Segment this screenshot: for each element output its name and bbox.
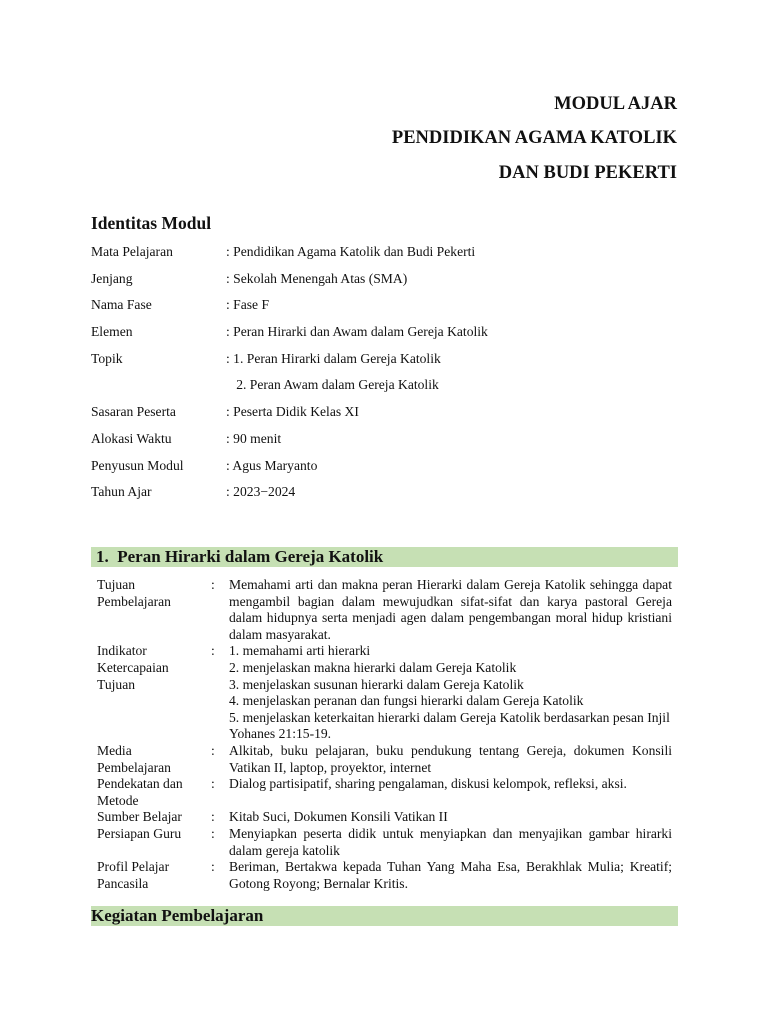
identity-value: : Fase F	[226, 297, 270, 313]
detail-row-sources	[97, 809, 672, 826]
identity-value: : 90 menit	[226, 430, 282, 446]
detail-label: Tujuan Pembelajaran	[97, 577, 171, 609]
detail-label: Persiapan Guru	[97, 825, 182, 841]
identity-row-author	[91, 455, 681, 482]
identity-row-element	[91, 321, 681, 348]
identity-label: Alokasi Waktu	[91, 430, 172, 446]
detail-colon: :	[211, 577, 215, 592]
identity-table	[91, 241, 681, 508]
subject-title-line1: PENDIDIKAN AGAMA KATOLIK	[391, 128, 677, 148]
identity-label: Jenjang	[91, 270, 133, 286]
identity-row-time	[91, 428, 681, 455]
identity-label: Nama Fase	[91, 297, 152, 313]
identity-value: : 1. Peran Hirarki dalam Gereja Katolik	[226, 350, 441, 366]
identity-row-topic	[91, 348, 681, 375]
module-title: MODUL AJAR	[554, 94, 677, 114]
identity-value: : Peran Hirarki dan Awam dalam Gereja Katolik	[226, 324, 488, 340]
identity-label: Tahun Ajar	[91, 484, 152, 500]
identity-value: 2. Peran Awam dalam Gereja Katolik	[226, 377, 439, 393]
subject-title-line2: DAN BUDI PEKERTI	[498, 163, 677, 183]
detail-colon: :	[211, 742, 215, 758]
detail-row-indicators	[97, 643, 672, 743]
identity-row-phase	[91, 294, 681, 321]
indicator-item: 1. memahami arti hierarki	[229, 643, 371, 659]
detail-row-objective	[97, 577, 672, 643]
indicator-item: 2. menjelaskan makna hierarki dalam Gereja Katolik	[229, 659, 517, 675]
detail-label: Indikator Ketercapaian Tujuan	[97, 643, 169, 692]
identity-label: Sasaran Peserta	[91, 404, 176, 420]
detail-colon: :	[211, 825, 215, 841]
section-detail-table	[97, 577, 672, 892]
identity-label: Penyusun Modul	[91, 457, 184, 473]
identity-value: : Pendidikan Agama Katolik dan Budi Pekerti	[226, 244, 476, 259]
section-heading-activities: Kegiatan Pembelajaran	[91, 906, 678, 926]
detail-value-list	[229, 643, 672, 743]
detail-label: Pendekatan dan Metode	[97, 776, 183, 808]
detail-colon: :	[211, 809, 215, 825]
identity-heading: Identitas Modul	[91, 213, 212, 233]
detail-value: Dialog partisipatif, sharing pengalaman, diskusi kelompok, refleksi, aksi.	[229, 776, 627, 792]
identity-value: : Sekolah Menengah Atas (SMA)	[226, 270, 408, 286]
detail-value: Memahami arti dan makna peran Hierarki dalam Gereja Katolik sehingga dapat mengambil bagian dalam mewujudkan sifat-sifat dan karya pastoral Gereja dalam hidupnya serta menjadi agen dalam pengembangan moral hidup kristiani dalam masyarakat.	[229, 577, 672, 642]
identity-row-topic-2	[91, 374, 681, 401]
detail-label: Media Pembelajaran	[97, 742, 171, 775]
identity-label: Topik	[91, 350, 123, 366]
detail-row-approach	[97, 776, 672, 809]
detail-label: Profil Pelajar Pancasila	[97, 859, 170, 891]
identity-row-subject	[91, 241, 681, 268]
detail-row-profile	[97, 859, 672, 892]
indicator-item: 3. menjelaskan susunan hierarki dalam Gereja Katolik	[229, 676, 524, 692]
identity-label: Mata Pelajaran	[91, 244, 173, 259]
detail-colon: :	[211, 643, 215, 659]
detail-value: Beriman, Bertakwa kepada Tuhan Yang Maha Esa, Berakhlak Mulia; Kreatif; Gotong Royong; Bernalar Kritis.	[229, 859, 672, 891]
detail-row-teacher-prep	[97, 826, 672, 859]
identity-label: Elemen	[91, 324, 133, 340]
identity-row-target	[91, 401, 681, 428]
indicator-item: 4. menjelaskan peranan dan fungsi hierarki dalam Gereja Katolik	[229, 693, 584, 709]
identity-row-level	[91, 268, 681, 295]
detail-colon: :	[211, 859, 215, 875]
detail-value: Menyiapkan peserta didik untuk menyiapkan dan menyajikan gambar hirarki dalam gereja katolik	[229, 825, 672, 858]
identity-value: : 2023−2024	[226, 484, 296, 500]
detail-colon: :	[211, 776, 215, 792]
identity-row-year	[91, 481, 681, 508]
identity-value: : Agus Maryanto	[226, 457, 318, 473]
detail-label: Sumber Belajar	[97, 809, 182, 825]
detail-row-media	[97, 743, 672, 776]
indicator-item: 5. menjelaskan keterkaitan hierarki dalam Gereja Katolik berdasarkan pesan Injil Yohanes 21:15-19.	[229, 709, 670, 742]
identity-value: : Peserta Didik Kelas XI	[226, 404, 359, 420]
detail-value: Alkitab, buku pelajaran, buku pendukung tentang Gereja, dokumen Konsili Vatikan II, laptop, proyektor, internet	[229, 742, 672, 775]
section-heading-hierarchy: 1. Peran Hirarki dalam Gereja Katolik	[91, 547, 678, 567]
detail-value: Kitab Suci, Dokumen Konsili Vatikan II	[229, 809, 448, 825]
